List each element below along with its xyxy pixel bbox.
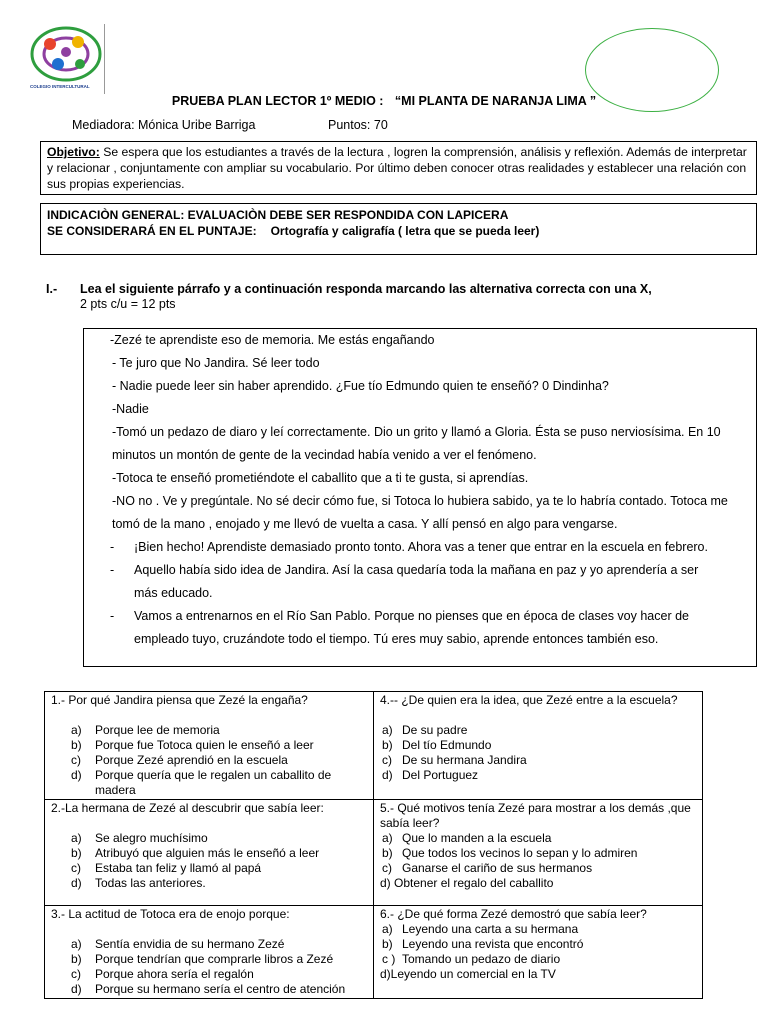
option-letter: c): [71, 753, 81, 767]
option-letter: c): [382, 861, 392, 875]
reading-line: -Zezé te aprendiste eso de memoria. Me estás engañando: [110, 333, 435, 347]
reading-bullet: - Vamos a entrenarnos en el Río San Pablo. Porque no pienses que en época de clases voy hacer de: [90, 605, 750, 628]
objective-text: Se espera que los estudiantes a través de la lectura , logren la comprensión, análisis y reflexión. Además de interpretar y relacionar , conjuntamente con ampliar su vocabulario. Por último deben conocer otras realidades y establecer una relación con sus propias experiencias.: [47, 145, 747, 191]
answer-option[interactable]: [380, 952, 696, 967]
mediadora: Mediadora: Mónica Uribe Barriga: [72, 118, 256, 132]
title-left: PRUEBA PLAN LECTOR 1º MEDIO :: [171, 94, 384, 108]
answer-option[interactable]: [380, 768, 696, 783]
option-letter: d): [380, 876, 391, 890]
answer-option[interactable]: [51, 831, 367, 846]
instructions-line-1: INDICACIÒN GENERAL: EVALUACIÒN DEBE SER RESPONDIDA CON LAPICERA: [47, 208, 509, 222]
option-text: De su padre: [402, 723, 468, 737]
question-text: 3.- La actitud de Totoca era de enojo porque:: [51, 907, 290, 921]
option-text: Todas las anteriores.: [95, 876, 206, 890]
answer-option[interactable]: [380, 738, 696, 753]
question-text: 1.- Por qué Jandira piensa que Zezé la engaña?: [51, 693, 308, 707]
option-letter: c): [382, 753, 392, 767]
section-points: 2 pts c/u = 12 pts: [80, 297, 176, 311]
option-text: Leyendo un comercial en la TV: [390, 967, 556, 981]
question-3: [45, 906, 374, 999]
option-letter: b): [71, 738, 82, 752]
option-letter: c ): [382, 952, 396, 966]
answer-option[interactable]: [51, 861, 367, 876]
questions-table: [44, 691, 703, 999]
reading-bullet-cont: más educado.: [134, 586, 213, 600]
reading-bullet: - ¡Bien hecho! Aprendiste demasiado pronto tonto. Ahora vas a tener que entrar en la escuela en febrero.: [90, 536, 750, 559]
reading-line: -Totoca te enseñó prometiéndote el caballito que a ti te gusta, si aprendías.: [112, 471, 529, 485]
option-text: Porque tendrían que comprarle libros a Zezé: [95, 952, 334, 966]
question-2: [45, 800, 374, 906]
option-text: Ganarse el cariño de sus hermanos: [402, 861, 593, 875]
answer-option[interactable]: [380, 922, 696, 937]
reading-passage: [83, 328, 757, 667]
option-text: Porque ahora sería el regalón: [95, 967, 254, 981]
objective-label: Objetivo:: [47, 145, 100, 159]
option-letter: d): [380, 967, 391, 981]
option-letter: b): [382, 846, 393, 860]
question-1: [45, 692, 374, 800]
option-letter: b): [382, 937, 393, 951]
answer-option[interactable]: [51, 876, 367, 891]
option-letter: a): [71, 937, 82, 951]
answer-option[interactable]: [51, 967, 367, 982]
table-row: [45, 692, 703, 800]
answer-option[interactable]: [380, 967, 696, 982]
option-text: Porque fue Totoca quien le enseñó a leer: [95, 738, 314, 752]
option-letter: d): [71, 768, 82, 782]
reading-bullet: - Aquello había sido idea de Jandira. Así la casa quedaría toda la mañana en paz y yo aprendería a ser: [90, 559, 750, 582]
reading-line: -NO no . Ve y pregúntale. No sé decir cómo fue, si Totoca lo hubiera sabido, ya te lo habría contado. Totoca me tomó de la mano , enojado y me llevó de vuelta a casa. Y allí pensó en algo para vengarse.: [112, 494, 728, 531]
answer-option[interactable]: [51, 952, 367, 967]
section-number: I.-: [46, 282, 58, 296]
question-5: [374, 800, 703, 906]
question-text: 4.-- ¿De quien era la idea, que Zezé entre a la escuela?: [380, 693, 678, 707]
title-right: “MI PLANTA DE NARANJA LIMA ”: [394, 94, 597, 108]
answer-option[interactable]: [51, 846, 367, 861]
answer-option[interactable]: [380, 861, 696, 876]
instructions-line-2: [47, 223, 750, 239]
option-text: Porque lee de memoria: [95, 723, 220, 737]
option-text: Que todos los vecinos lo sepan y lo admiren: [402, 846, 638, 860]
answer-option[interactable]: [380, 937, 696, 952]
question-4: [374, 692, 703, 800]
answer-option[interactable]: [380, 831, 696, 846]
reading-line: -Nadie: [112, 402, 149, 416]
option-text: Sentía envidia de su hermano Zezé: [95, 937, 285, 951]
option-text: De su hermana Jandira: [402, 753, 527, 767]
question-text: 6.- ¿De qué forma Zezé demostró que sabía leer?: [380, 907, 647, 921]
objective-box: [40, 141, 757, 195]
option-text: Se alegro muchísimo: [95, 831, 208, 845]
option-letter: a): [71, 831, 82, 845]
page-title: [0, 94, 768, 108]
answer-option[interactable]: [51, 982, 367, 997]
answer-option[interactable]: [380, 753, 696, 768]
logo-caption: COLEGIO INTERCULTURAL: [30, 84, 90, 89]
logo-divider: [104, 24, 105, 94]
answer-option[interactable]: [51, 738, 367, 753]
answer-option[interactable]: [380, 876, 696, 891]
question-6: [374, 906, 703, 999]
option-letter: a): [382, 723, 393, 737]
puntos: Puntos: 70: [328, 118, 388, 132]
option-letter: b): [71, 952, 82, 966]
reading-line: -Tomó un pedazo de diaro y leí correctamente. Dio un grito y llamó a Gloria. Ésta se puso nerviosísima. En 10 minutos un montón de gente de la vecindad había venido a ver el fenómeno.: [112, 425, 721, 462]
option-text: Porque su hermano sería el centro de atención: [95, 982, 346, 996]
table-row: [45, 800, 703, 906]
instructions-line-2-text: Ortografía y caligrafía ( letra que se pueda leer): [270, 224, 540, 238]
answer-option[interactable]: [51, 768, 367, 798]
section-instruction: Lea el siguiente párrafo y a continuación responda marcando las alternativa correcta con una X,: [80, 282, 652, 296]
option-letter: b): [71, 846, 82, 860]
option-text: Obtener el regalo del caballito: [394, 876, 554, 890]
option-letter: d): [71, 982, 82, 996]
option-text: Del tío Edmundo: [402, 738, 492, 752]
question-text: 5.- Qué motivos tenía Zezé para mostrar a los demás ,que sabía leer?: [380, 801, 691, 830]
section-heading: [46, 282, 652, 296]
option-text: Que lo manden a la escuela: [402, 831, 552, 845]
option-letter: d): [382, 768, 393, 782]
option-letter: a): [382, 831, 393, 845]
reading-bullet-cont: empleado tuyo, cruzándote todo el tiempo. Tú eres muy sabio, aprende entonces también eso.: [134, 632, 659, 646]
table-row: [45, 906, 703, 999]
option-letter: c): [71, 861, 81, 875]
option-text: Tomando un pedazo de diario: [402, 952, 561, 966]
option-letter: c): [71, 967, 81, 981]
answer-option[interactable]: [380, 846, 696, 861]
option-letter: a): [382, 922, 393, 936]
option-text: Leyendo una revista que encontró: [402, 937, 584, 951]
answer-option[interactable]: [51, 723, 367, 738]
reading-line: - Te juro que No Jandira. Sé leer todo: [112, 356, 320, 370]
option-text: Estaba tan feliz y llamó al papá: [95, 861, 262, 875]
reading-line: - Nadie puede leer sin haber aprendido. ¿Fue tío Edmundo quien te enseñó? 0 Dindinha?: [112, 379, 609, 393]
option-letter: a): [71, 723, 82, 737]
option-text: Porque Zezé aprendió en la escuela: [95, 753, 288, 767]
answer-option[interactable]: [51, 937, 367, 952]
option-text: Leyendo una carta a su hermana: [402, 922, 579, 936]
question-text: 2.-La hermana de Zezé al descubrir que sabía leer:: [51, 801, 324, 815]
option-text: Del Portuguez: [402, 768, 479, 782]
instructions-box: [40, 203, 757, 255]
answer-option[interactable]: [380, 723, 696, 738]
option-letter: d): [71, 876, 82, 890]
answer-option[interactable]: [51, 753, 367, 768]
instructions-line-2-label: SE CONSIDERARÁ EN EL PUNTAJE:: [47, 224, 257, 238]
option-text: Porque quería que le regalen un caballito de madera: [95, 768, 332, 797]
option-text: Atribuyó que alguien más le enseñó a leer: [95, 846, 320, 860]
option-letter: b): [382, 738, 393, 752]
